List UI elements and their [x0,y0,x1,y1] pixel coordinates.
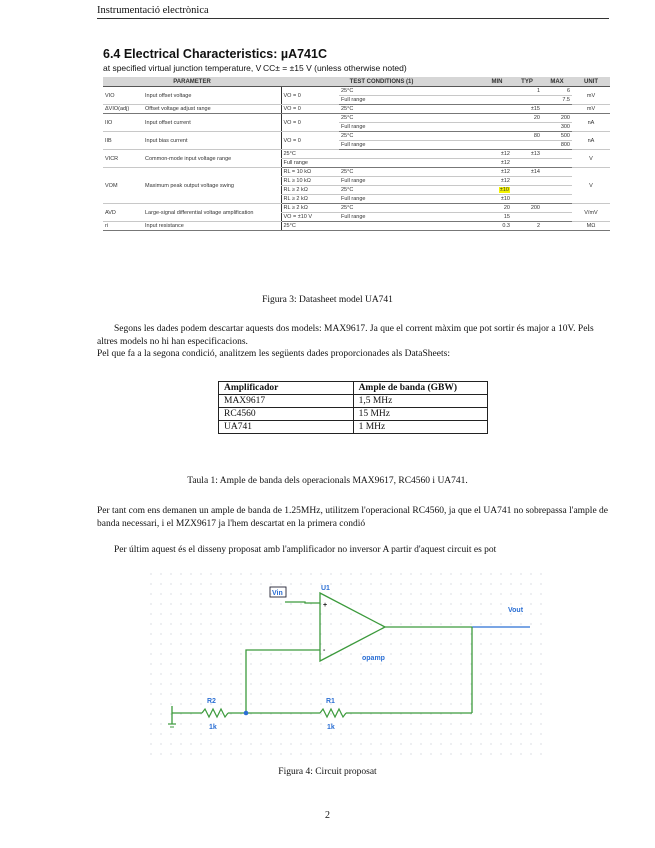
param-subcondition: 25°C [339,105,482,114]
param-symbol: VOM [103,168,143,204]
label-plus: + [323,602,328,609]
value-min: ±10 [482,195,512,204]
param-condition: 25°C [281,150,339,159]
value-min: ±12 [482,168,512,177]
label-r2: R2 [207,698,216,705]
param-symbol: IIB [103,132,143,150]
value-typ: ±14 [512,168,542,177]
param-symbol: ri [103,222,143,231]
value-min: ±12 [482,150,512,159]
param-subcondition: 25°C [339,114,482,123]
param-name: Offset voltage adjust range [143,105,281,114]
param-name: Maximum peak output voltage swing [143,168,281,204]
value-unit: V [572,150,610,168]
value-min: 15 [482,213,512,222]
param-symbol: ΔVIO(adj) [103,105,143,114]
value-typ: 1 [512,87,542,96]
param-symbol: VICR [103,150,143,168]
col-typ: TYP [512,77,542,87]
param-name: Input bias current [143,132,281,150]
param-subcondition: 25°C [339,87,482,96]
highlight-mark: ±10 [499,187,509,193]
param-subcondition: Full range [339,195,482,204]
value-typ: ±15 [512,105,542,114]
section-title: 6.4 Electrical Characteristics: µA741C [103,47,327,61]
param-condition: RL ≥ 10 kΩ [281,177,339,186]
param-name: Large-signal differential voltage amplification [143,204,281,222]
param-subcondition: Full range [339,141,482,150]
col-max: MAX [542,77,572,87]
value-max: 6 [542,87,572,96]
value-max: 800 [542,141,572,150]
param-name: Input resistance [143,222,281,231]
amp-name: MAX9617 [219,395,354,408]
value-unit: nA [572,114,610,132]
param-symbol: VIO [103,87,143,105]
col-test-conditions: TEST CONDITIONS (1) [281,77,482,87]
param-condition: VO = 0 [281,105,339,114]
param-subcondition: Full range [339,96,482,105]
col-ample-de-banda: Ample de banda (GBW) [353,382,487,395]
value-min: ±12 [482,159,512,168]
label-vout: Vout [508,607,524,614]
label-r2-value: 1k [209,724,217,731]
param-condition: VO = 0 [281,114,339,132]
value-typ: 20 [512,114,542,123]
param-condition: RL ≥ 2 kΩ [281,204,339,213]
running-header: Instrumentació electrònica [97,5,209,16]
param-condition: VO = 0 [281,87,339,105]
label-u1: U1 [321,585,330,592]
grid-background [148,572,543,760]
param-subcondition: Full range [339,123,482,132]
col-min: MIN [482,77,512,87]
value-unit: mV [572,87,610,105]
amp-bandwidth: 15 MHz [353,408,487,421]
col-amplificador: Amplificador [219,382,354,395]
table-1-caption: Taula 1: Ample de banda dels operacionals MAX9617, RC4560 i UA741. [187,476,468,486]
paragraph-4: Per últim aquest és el disseny proposat amb l'amplificador no inversor A partir d'aquest circuit es pot [114,545,497,555]
param-condition: RL ≥ 2 kΩ [281,186,339,195]
page-number: 2 [325,810,330,821]
label-opamp: opamp [362,655,385,662]
value-typ: ±13 [512,150,542,159]
junction-dot [244,711,249,716]
value-max: 300 [542,123,572,132]
param-subcondition: 25°C [339,204,482,213]
label-vin: Vin [272,590,283,597]
param-condition: VO = ±10 V [281,213,339,222]
param-symbol: AVD [103,204,143,222]
paragraph-1: Segons les dades podem descartar aquests dos models: MAX9617. Ja que el corrent màxim que pot sortir és major a 10V. Pels altres models no hi han especificacions. [97,324,594,347]
section-subtitle: at specified virtual junction temperature, V CC± = ±15 V (unless otherwise noted) [103,63,407,73]
value-min: ±12 [482,177,512,186]
param-name: Input offset current [143,114,281,132]
value-unit: MΩ [572,222,610,231]
param-condition: RL ≥ 2 kΩ [281,195,339,204]
param-name: Common-mode input voltage range [143,150,281,168]
param-subcondition: 25°C [339,132,482,141]
value-typ: 200 [512,204,542,213]
col-parameter: PARAMETER [103,77,281,87]
figure-4-caption: Figura 4: Circuit proposat [278,767,377,777]
value-max: 500 [542,132,572,141]
label-minus: - [323,647,326,654]
value-min: 0.3 [482,222,512,231]
value-typ: 2 [512,222,542,231]
value-unit: nA [572,132,610,150]
label-r1: R1 [326,698,335,705]
paragraph-2: Pel que fa a la segona condició, analitzem les següents dades proporcionades als DataSheets: [97,349,450,359]
label-r1-value: 1k [327,724,335,731]
value-max: 200 [542,114,572,123]
value-unit: V/mV [572,204,610,222]
param-name: Input offset voltage [143,87,281,105]
paragraph-3: Per tant com ens demanen un ample de banda de 1.25MHz, utilitzem l'operacional RC4560, ja que el UA741 no sobrepassa l'ample de banda necessari, i el MZX9617 ja l'hem descartat en la primera condió [97,506,609,529]
param-subcondition: Full range [339,177,482,186]
amp-bandwidth: 1,5 MHz [353,395,487,408]
param-subcondition: 25°C [339,186,482,195]
param-condition: VO = 0 [281,132,339,150]
value-unit: V [572,168,610,204]
param-condition: Full range [281,159,339,168]
amp-name: RC4560 [219,408,354,421]
col-unit: UNIT [572,77,610,87]
param-symbol: IIO [103,114,143,132]
value-max: 7.5 [542,96,572,105]
figure-3-caption: Figura 3: Datasheet model UA741 [262,295,393,305]
value-min: 20 [482,204,512,213]
amp-bandwidth: 1 MHz [353,421,487,434]
value-unit: mV [572,105,610,114]
param-condition: 25°C [281,222,339,231]
param-subcondition: Full range [339,213,482,222]
amp-name: UA741 [219,421,354,434]
value-typ: 80 [512,132,542,141]
param-subcondition: 25°C [339,168,482,177]
param-condition: RL = 10 kΩ [281,168,339,177]
